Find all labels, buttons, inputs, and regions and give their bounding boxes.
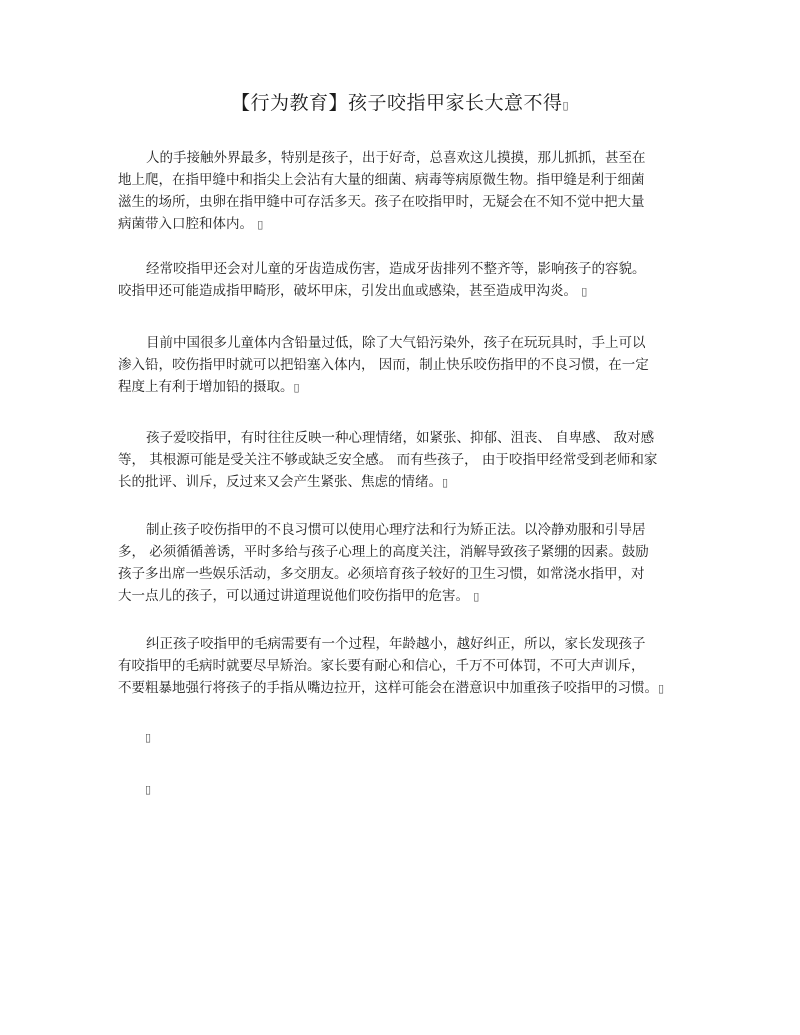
- paragraph-line: 不要粗暴地强行将孩子的手指从嘴边拉开，这样可能会在潜意识中加重孩子咬指甲的习惯。: [118, 680, 658, 696]
- paragraph-1: [118, 147, 688, 235]
- paragraph-mark-icon: ▯: [658, 682, 665, 695]
- paragraph-2: [118, 258, 688, 302]
- paragraph-line: 孩子爱咬指甲，有时往往反映一种心理情绪，如紧张、抑郁、沮丧、 自卑感、 敌对感: [146, 430, 655, 446]
- document-title-text: 【行为教育】孩子咬指甲家长大意不得: [230, 92, 563, 114]
- empty-paragraph-mark-icon: ▯: [145, 783, 152, 796]
- paragraph-mark-icon: ▯: [257, 218, 264, 231]
- paragraph-line: 等， 其根源可能是受关注不够或缺乏安全感。 而有些孩子， 由于咬指甲经常受到老师和家: [118, 452, 658, 468]
- paragraph-mark-icon: ▯: [442, 476, 449, 489]
- paragraph-mark-icon: ▯: [562, 99, 570, 112]
- paragraph-line: 有咬指甲的毛病时就要尽早矫治。家长要有耐心和信心，千万不可体罚，不可大声训斥，: [118, 658, 645, 674]
- empty-paragraph-mark-icon: ▯: [145, 731, 152, 744]
- document-title: [0, 88, 800, 115]
- paragraph-line: 孩子多出席一些娱乐活动，多交朋友。必须培育孩子较好的卫生习惯，如常浇水指甲，对: [118, 566, 645, 582]
- paragraph-mark-icon: ▯: [473, 590, 480, 603]
- paragraph-6: [118, 633, 688, 699]
- paragraph-line: 多， 必须循循善诱，平时多给与孩子心理上的高度关注，消解导致孩子紧绷的因素。鼓励: [118, 544, 649, 560]
- paragraph-5: [118, 519, 688, 607]
- paragraph-line: 纠正孩子咬指甲的毛病需要有一个过程，年龄越小，越好纠正，所以，家长发现孩子: [146, 636, 646, 652]
- paragraph-line: 咬指甲还可能造成指甲畸形，破坏甲床，引发出血或感染，甚至造成甲沟炎。: [118, 283, 577, 299]
- paragraph-line: 长的批评、训斥，反过来又会产生紧张、焦虑的情绪。: [118, 474, 442, 490]
- paragraph-line: 大一点儿的孩子，可以通过讲道理说他们咬伤指甲的危害。: [118, 588, 469, 604]
- paragraph-3: [118, 332, 688, 398]
- paragraph-line: 人的手接触外界最多，特别是孩子，出于好奇，总喜欢这儿摸摸，那儿抓抓，甚至在: [146, 150, 646, 166]
- paragraph-line: 程度上有利于增加铅的摄取。: [118, 379, 294, 395]
- paragraph-line: 渗入铅，咬伤指甲时就可以把铅塞入体内， 因而，制止快乐咬伤指甲的不良习惯，在一定: [118, 357, 649, 373]
- paragraph-line: 地上爬，在指甲缝中和指尖上会沾有大量的细菌、病毒等病原微生物。指甲缝是利于细菌: [118, 172, 645, 188]
- paragraph-4: [118, 427, 688, 493]
- paragraph-line: 目前中国很多儿童体内含铅量过低，除了大气铅污染外，孩子在玩玩具时，手上可以: [146, 335, 646, 351]
- paragraph-line: 经常咬指甲还会对儿童的牙齿造成伤害，造成牙齿排列不整齐等，影响孩子的容貌。: [146, 261, 646, 277]
- paragraph-line: 制止孩子咬伤指甲的不良习惯可以使用心理疗法和行为矫正法。以冷静劝服和引导居: [146, 522, 646, 538]
- paragraph-line: 滋生的场所，虫卵在指甲缝中可存活多天。孩子在咬指甲时，无疑会在不知不觉中把大量: [118, 194, 645, 210]
- paragraph-mark-icon: ▯: [293, 381, 300, 394]
- paragraph-mark-icon: ▯: [581, 285, 588, 298]
- paragraph-line: 病菌带入口腔和体内。: [118, 216, 253, 232]
